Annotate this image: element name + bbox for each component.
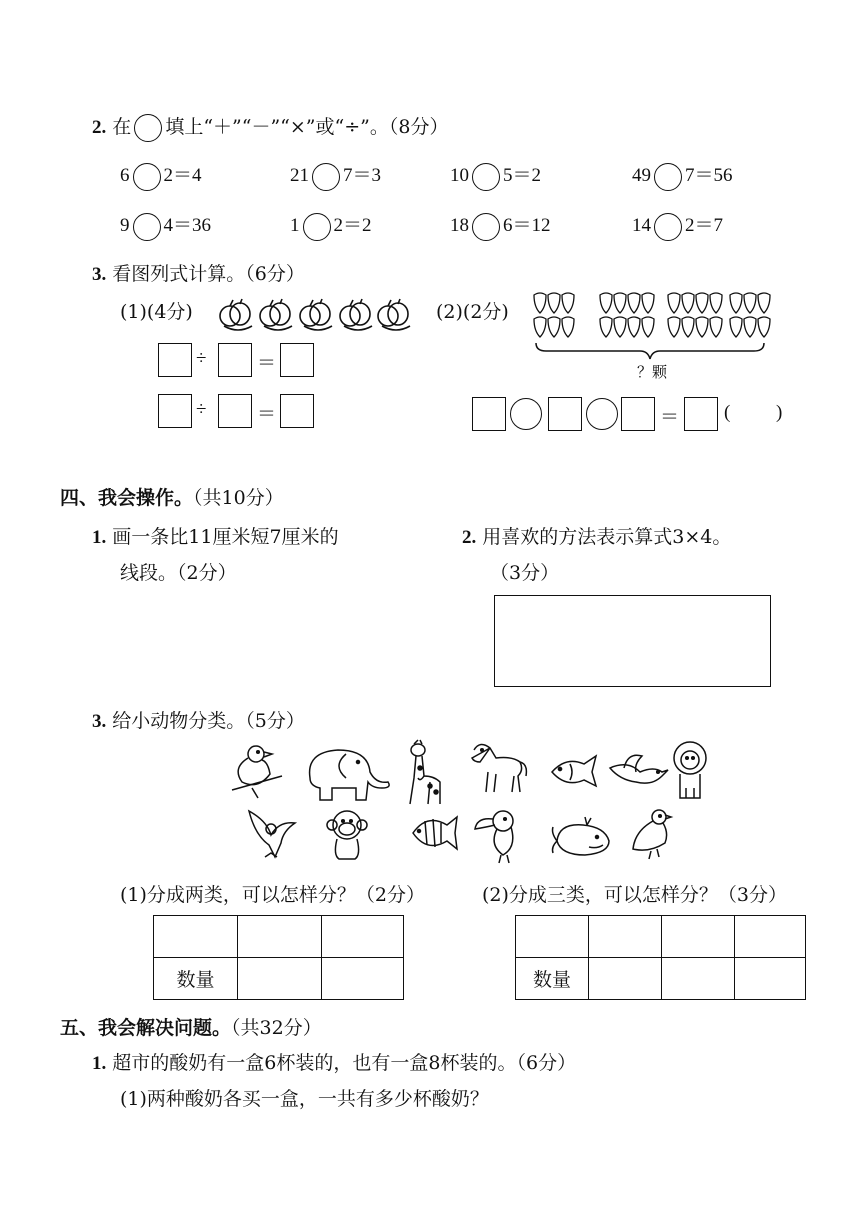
s5-q1-sub1: (1)两种酸奶各买一盒，一共有多少杯酸奶？ [120, 1088, 489, 1110]
bird-icon [232, 746, 282, 798]
s4-q2-number: 2. [462, 527, 477, 548]
answer-box[interactable] [218, 394, 252, 428]
s5-q1-number: 1. [92, 1053, 107, 1074]
q3-text: 看图列式计算。（6分） [112, 263, 305, 285]
operator-circle[interactable] [133, 163, 161, 191]
s4-q3-sub2: (2)分成三类，可以怎样分？（3分） [482, 884, 788, 906]
q2-number: 2. [92, 117, 107, 138]
table-cell[interactable] [735, 916, 806, 958]
q2-equation [290, 160, 381, 191]
operator-circle[interactable] [312, 163, 340, 191]
equation-right-part: 2＝2 [333, 215, 372, 236]
lion-icon [674, 742, 706, 798]
unit-paren-open: ( [724, 402, 731, 423]
q2-heading [92, 112, 448, 142]
equation-right-part: 7＝56 [685, 165, 733, 186]
q2-equation [120, 160, 202, 191]
operator-circle[interactable] [654, 213, 682, 241]
answer-box[interactable] [280, 394, 314, 428]
whale-icon [553, 817, 610, 855]
equation-left-operand: 10 [450, 165, 469, 186]
answer-box[interactable] [472, 397, 506, 431]
peach-group-illustration [216, 294, 416, 336]
eq-sign: ＝ [257, 353, 277, 374]
s4-q2-line2: （3分） [490, 562, 560, 584]
equation-left-operand: 14 [632, 215, 651, 236]
table-cell[interactable] [662, 958, 735, 1000]
s4-q1-line1 [92, 522, 339, 549]
s4-q3-heading [92, 706, 305, 733]
q2-equation [450, 160, 541, 191]
operator-circle[interactable] [472, 163, 500, 191]
equation-right-part: 5＝2 [503, 165, 542, 186]
section-4-heading [60, 483, 284, 510]
answer-circle-example [134, 114, 162, 142]
table-cell[interactable] [154, 916, 238, 958]
q2-equation [450, 210, 551, 241]
dove-icon [610, 755, 668, 783]
div-sign: ÷ [196, 348, 207, 369]
s4-q1-number: 1. [92, 527, 107, 548]
count-label: 数量 [154, 958, 238, 1000]
answer-box[interactable] [548, 397, 582, 431]
s5-q1-text: 超市的酸奶有一盒6杯装的，也有一盒8杯装的。（6分） [112, 1052, 577, 1074]
operator-circle[interactable] [133, 213, 161, 241]
equation-left-operand: 21 [290, 165, 309, 186]
table-cell[interactable] [516, 916, 589, 958]
eq-sign: ＝ [660, 407, 680, 428]
equation-right-part: 2＝7 [685, 215, 724, 236]
operator-circle[interactable] [303, 213, 331, 241]
answer-box[interactable] [158, 394, 192, 428]
section-5-title: 五、我会解决问题。 [60, 1017, 232, 1039]
equation-left-operand: 18 [450, 215, 469, 236]
animals-row-1 [222, 738, 722, 814]
section-5-heading [60, 1013, 322, 1040]
unit-paren-close: ) [776, 402, 783, 423]
q3-part1-label: (1)(4分) [120, 301, 193, 323]
toucan-icon [475, 811, 513, 863]
q3-part2-label: (2)(2分) [436, 301, 509, 323]
equation-right-part: 6＝12 [503, 215, 551, 236]
answer-box[interactable] [158, 343, 192, 377]
three-category-table [515, 915, 806, 1000]
s4-q3-text: 给小动物分类。（5分） [112, 710, 305, 732]
fish-icon [552, 756, 596, 786]
s4-q3-sub1: (1)分成两类，可以怎样分？（2分） [120, 884, 426, 906]
table-cell[interactable] [589, 916, 662, 958]
section-4-title: 四、我会操作。 [60, 487, 194, 509]
s4-q1-text: 画一条比11厘米短7厘米的 [112, 526, 339, 548]
q3-heading [92, 259, 305, 286]
equation-right-part: 2＝4 [163, 165, 202, 186]
q2-pre: 在 [112, 116, 132, 138]
q2-equation [290, 210, 372, 241]
equation-right-part: 4＝36 [163, 215, 212, 236]
eq-sign: ＝ [257, 404, 277, 425]
table-cell[interactable] [662, 916, 735, 958]
s4-q1-line2: 线段。（2分） [120, 562, 237, 584]
table-cell[interactable] [322, 958, 404, 1000]
answer-box[interactable] [280, 343, 314, 377]
answer-box[interactable] [684, 397, 718, 431]
table-cell[interactable] [238, 916, 322, 958]
equation-right-part: 7＝3 [343, 165, 382, 186]
tropical-fish-icon [413, 817, 457, 849]
answer-box[interactable] [621, 397, 655, 431]
monkey-icon [327, 811, 367, 859]
s4-q2-text: 用喜欢的方法表示算式3×4。 [482, 526, 732, 548]
table-cell[interactable] [238, 958, 322, 1000]
q2-equation [120, 210, 211, 241]
s4-q3-number: 3. [92, 711, 107, 732]
animals-row-2 [245, 805, 685, 871]
section-4-points: （共10分） [193, 487, 284, 509]
equation-left-operand: 49 [632, 165, 651, 186]
count-label: 数量 [516, 958, 589, 1000]
div-sign: ÷ [196, 399, 207, 420]
section-5-points: （共32分） [231, 1017, 322, 1039]
horse-icon [472, 744, 526, 792]
operator-circle[interactable] [510, 398, 542, 430]
answer-box[interactable] [218, 343, 252, 377]
operator-circle[interactable] [586, 398, 618, 430]
pigeon-icon [633, 810, 671, 859]
eagle-icon [249, 811, 295, 857]
brace-label: ？颗 [637, 363, 668, 381]
q3-number: 3. [92, 264, 107, 285]
table-cell[interactable] [589, 958, 662, 1000]
operator-circle[interactable] [472, 213, 500, 241]
giraffe-icon [410, 740, 440, 804]
equation-left-operand: 6 [120, 165, 130, 186]
s4-q2-line1 [462, 522, 731, 549]
table-cell[interactable] [322, 916, 404, 958]
drawing-answer-box[interactable] [494, 595, 771, 687]
q2-equation [632, 210, 723, 241]
q2-instruction: 填上“＋”“－”“×”或“÷”。（8分） [165, 116, 449, 138]
two-category-table [153, 915, 404, 1000]
table-cell[interactable] [735, 958, 806, 1000]
q2-equation [632, 160, 733, 191]
elephant-icon [310, 750, 390, 800]
equation-left-operand: 9 [120, 215, 130, 236]
s5-q1-line [92, 1048, 576, 1075]
operator-circle[interactable] [654, 163, 682, 191]
equation-left-operand: 1 [290, 215, 300, 236]
